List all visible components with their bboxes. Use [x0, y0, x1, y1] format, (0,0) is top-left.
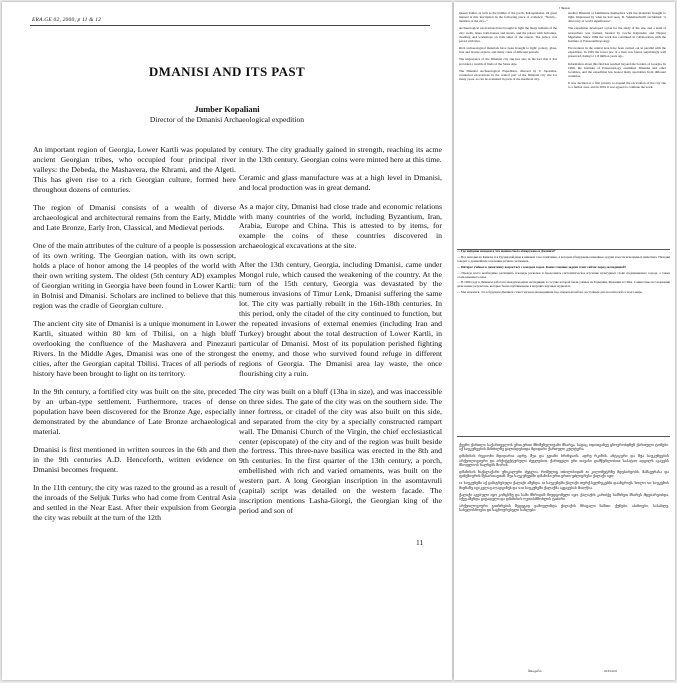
- interview-answer: — Все находки на Кавказе и в Грузии найдены в нижнем слое памятника, в котором обнаружены каменные орудия и кости ископаемых животных. Находки говорят о древнейшем заселении региона человеком.: [457, 254, 670, 263]
- paragraph: არქეოლოგიური გათხრების შედეგად გამოვლინდა ქალაქის მრავალი ნაშთი: ქუჩები, აბანოები, სასახლე, სახელოსნოები და საცხოვრებელი სახლები.: [459, 503, 669, 513]
- paragraph: The region of Dmanisi consists of a wealth of diverse archaeological and architectural remains from the Early, Middle and Late Bronze, Early Iron, Classical, and Medieval periods.: [33, 203, 236, 232]
- paragraph: It was decided as a first priority to expand the excavation of the city site to a further area, and in 2001 it was agreed to continue the work.: [568, 81, 666, 90]
- paragraph: The ancient city site of Dmanisi is a unique monument in Lower Kartli, situated within 80 km of Tbilisi, on a high bluff overlooking the confluence of the Mashavera and Pinezauri Rivers. In the Middle Ages, Dmanisi was one of the strongest cities, after the Georgian capital Tbilisi. Traces of all periods of history have been brought to light on its territory.: [33, 319, 236, 378]
- paragraph: Information about this find has reached beyond the borders of Georgia. In 1999, the Institute of Palaeontology examined Dmanisi and other localities, and the expedition has hosted many specialists from different countries.: [568, 61, 666, 79]
- paragraph: In the 9th century, a fortified city was built on the site, preceded by an urban-type settlement. Furthermore, traces of dense population have been discovered for the Bronze Age, especially demonstrated by the abundance of Late Bronze archaeological material.: [33, 387, 236, 436]
- paragraph: Rich archaeological materials have been brought to light: pottery, glass, iron and bronze objects, and many coins of different periods.: [459, 46, 557, 55]
- journal-citation: ERA.GE 02, 2000, p 11 & 12: [32, 17, 102, 23]
- article-author: Jumber Kopaliani: [194, 105, 260, 114]
- paragraph: Excavations in the central area have been carried out in parallel with the expedition. In 1991 the lower jaw of a man was found, surprisingly well preserved, dating to 1.8 million years ago.: [568, 46, 666, 59]
- interview-answer: — В 1999 году в Дманиси работала международная экспедиция, в составе которой были учёные из Германии, Франции и США. Совместные исследования дали новые результаты, которые были опубликованы в ведущих научных журналах.: [457, 280, 670, 289]
- paragraph: The importance of the Dmanisi city site lies also in the fact that it has provided a wealth of finds of the Stone Age.: [459, 57, 557, 66]
- article-page-english: [2, 2, 452, 680]
- small-text-column-right: [568, 11, 666, 93]
- interview-answer: — Мы надеемся, что в будущем Дманиси станет музеем-заповедником под открытым небом, доступным для посетителей со всего мира.: [457, 290, 643, 295]
- text-column-right: [239, 145, 442, 524]
- paragraph: დმანისის ნაქალაქარი უნიკალური ძეგლია, რომელიც თბილისიდან 80 კილომეტრზე მდებარეობს, მაშავერასა და ფინეზაურის შესართავთან. შუა საუკუნეებში დმანისი ერთ-ერთი უძლიერესი ქალაქი იყო.: [459, 470, 669, 479]
- paragraph: დმანისის რეგიონი მდიდარია ადრე, შუა და გვიანი ბრინჯაოს, ადრე რკინის, ანტიკური და შუა საუკუნეების არქეოლოგიური და არქიტექტურული ძეგლებით. ქართველი ერი თავისი დამწერლობით საპატიო ადგილს იკავებს მსოფლიოს ხალხებს შორის.: [459, 454, 669, 468]
- paragraph: After the 13th century, Georgia, including Dmanisi, came under Mongol rule, which caused the weakening of the country. At the turn of the 15th century, Georgia was devastated by the numerous invasions of Timur Lenk, Dmanisi suffering the same lot. The city was partially rebuilt in the 16th-18th centuries. In this period, only the citadel of the city continued to function, but the repeated invasions of external enemies (including Iran and Turkey) brought about the total destruction of Lower Kartli, in particular of Dmanisi. Most of its population perished fighting the enemy, and those who survived found refuge in different regions of Georgia. The Dmanisi area lay waste, the once flourishing city a ruin.: [239, 259, 442, 378]
- paragraph: Ceramic and glass manufacture was at a high level in Dmanisi, and local production was in great demand.: [239, 173, 442, 193]
- paragraph: Queen Tamar, as well as the builder of the porch, Kalaqeteladze. Of great interest is this inscription in the following piece of evidence: "Newly... mention of the city...": [459, 11, 557, 24]
- author-affiliation: Director of the Dmanisi Archaeological expedition: [149, 115, 305, 124]
- paragraph: Archaeological excavations have brought to light the many remains of the city: wells, lanes, bath-houses and streets, and the palace with balconies, dwelling and workshops on both sides of the streets. The palace was paved with tiles.: [459, 26, 557, 43]
- text-column-left: [33, 145, 236, 531]
- georgian-text-block: [459, 443, 669, 668]
- paragraph: The Dmanisi Archaeological Expedition, directed by V. Japaridze, conducted excavations in the central part of the Dmanisi city site for many years, as can be evaluated in parts of the medieval city.: [459, 68, 557, 82]
- interview-question: — Интерес учёных к памятнику возрастает с каждым годом. Какие главные задачи стоят сейчас перед экспедицией?: [457, 264, 627, 269]
- article-title: DMANISI AND ITS PAST: [148, 64, 306, 79]
- paragraph: Dmanisi is first mentioned in written sources in the 6th and then in the 9th centuries A.D. Henceforth, written evidence on Dmanisi becomes frequent.: [33, 445, 236, 474]
- page-number: 11: [416, 538, 424, 547]
- paragraph: One of the main attributes of the culture of a people is possession of its own writing. The Georgian nation, with its own script, holds a place of honor among the 14 peoples of the world with their own writing system. The oldest (5th century AD) examples of Georgian writing in Georgia have been found in Lower Kartli: in Bolnisi and Dmanisi. Scholars are inclined to believe that this region was the cradle of Georgian culture.: [33, 241, 236, 310]
- footer-date: 02.03.2011: [604, 669, 618, 673]
- paragraph: century. The city gradually gained in strength, reaching its acme in the 13th century. Georgian coins were minted here at this time.: [239, 145, 442, 164]
- paragraph: In the 11th century, the city was razed to the ground as a result of the inroads of the Seljuk Turks who had come from Central Asia and settled in the Near East. After their expulsion from Georgia the city was rebuilt at the turn of the 12th: [33, 483, 236, 522]
- paragraph: IX საუკუნეში აქ გამაგრებული ქალაქი აშენდა. XI საუკუნეში ქალაქი თურქ-სელჩუკებმა დაანგრიეს, ხოლო XII საუკუნის მიჯნაზე იგი კვლავ აღადგინეს და XIII საუკუნეში ქალაქმა აყვავებას მიაღწია.: [459, 481, 669, 490]
- interview-answer: — Прежде всего необходимо расширить площадь раскопок и продолжить систематическое изучение культурных слоёв средневекового города, а также слоёв каменного века.: [457, 270, 670, 279]
- interview-question: — Где найдены находки и что именно было обнаружено в Дманиси?: [457, 249, 556, 253]
- paragraph: ქვემო ქართლი საქართველოს ერთ-ერთი მნიშვნელოვანი მხარეა, სადაც ოდითგანვე ცხოვრობდნენ ქართული ტომები. აქ საუკუნეების მანძილზე ყალიბდებოდა მდიდარი ქართული კულტურა.: [459, 443, 669, 452]
- paragraph: The city was built on a bluff (13ha in size), and was inaccessible on three sides. The gate of the city was on the southern side. The inner fortress, or citadel of the city was also built on this side, and separated from the city by a specially constructed rampart wall. The Dmanisi Church of the Virgin, the chief ecclesiastical center (episcopate) of the city and of the region was built beside the fortress. This three-nave basilica was erected in the 8th and 9th centuries. In the first quarter of the 13th century, a porch, embellished with rich and varied ornaments, was built on the western part. A long Georgian inscription in the asomtavruli (capital) script was detailed on the western facade. The inscription mentions Lasha-Giorgi, the Georgian king of the period and son of: [239, 387, 442, 515]
- article-page-multilingual: [454, 2, 675, 680]
- header-divider: [30, 25, 430, 26]
- paragraph: The expedition developed a plan for the study of the site, and a team of researchers was formed, headed by Gocha Kiguradze and Nugzar Mgeladze. Since 1984 the work has continued in collaboration with the Institute of Palaeoanthropology.: [568, 26, 666, 43]
- paragraph: ქალაქი აგებული იყო კონცხზე და სამი მხრიდან მიუდგომელი იყო. ქალაქის კარიბჭე სამხრეთ მხარეს მდებარეობდა, აქვე აშენდა ციტადელი და დმანისის ღვთისმშობლის ტაძარი.: [459, 492, 669, 502]
- interview-box-russian: [457, 249, 670, 437]
- paragraph: As a major city, Dmanisi had close trade and economic relations with many countries of the world, including Byzantium, Iran, Arabia, Europe and China. This is attested to by items, for example the coins of these countries discovered in archaeological excavations at the site.: [239, 201, 442, 251]
- small-text-column-left: [459, 11, 557, 84]
- paragraph: studied Dmanisi or familiarize themselves with the materials brought to light. Impressed by what he had seen, D. Vekhebezbsvili exclaimed: "a discovery of world significance".: [568, 11, 666, 24]
- footer-label: მთავარი: [528, 669, 542, 673]
- paragraph: An important region of Georgia, Lower Kartli was populated by ancient Georgian tribes, who occupied four principal river valleys: the Debeda, the Mashavera, the Khrami, and the Algeti. This has given rise to a rich Georgian culture, formed here throughout dozens of centuries.: [33, 145, 236, 194]
- page-header: I Чкаіом: [559, 6, 570, 10]
